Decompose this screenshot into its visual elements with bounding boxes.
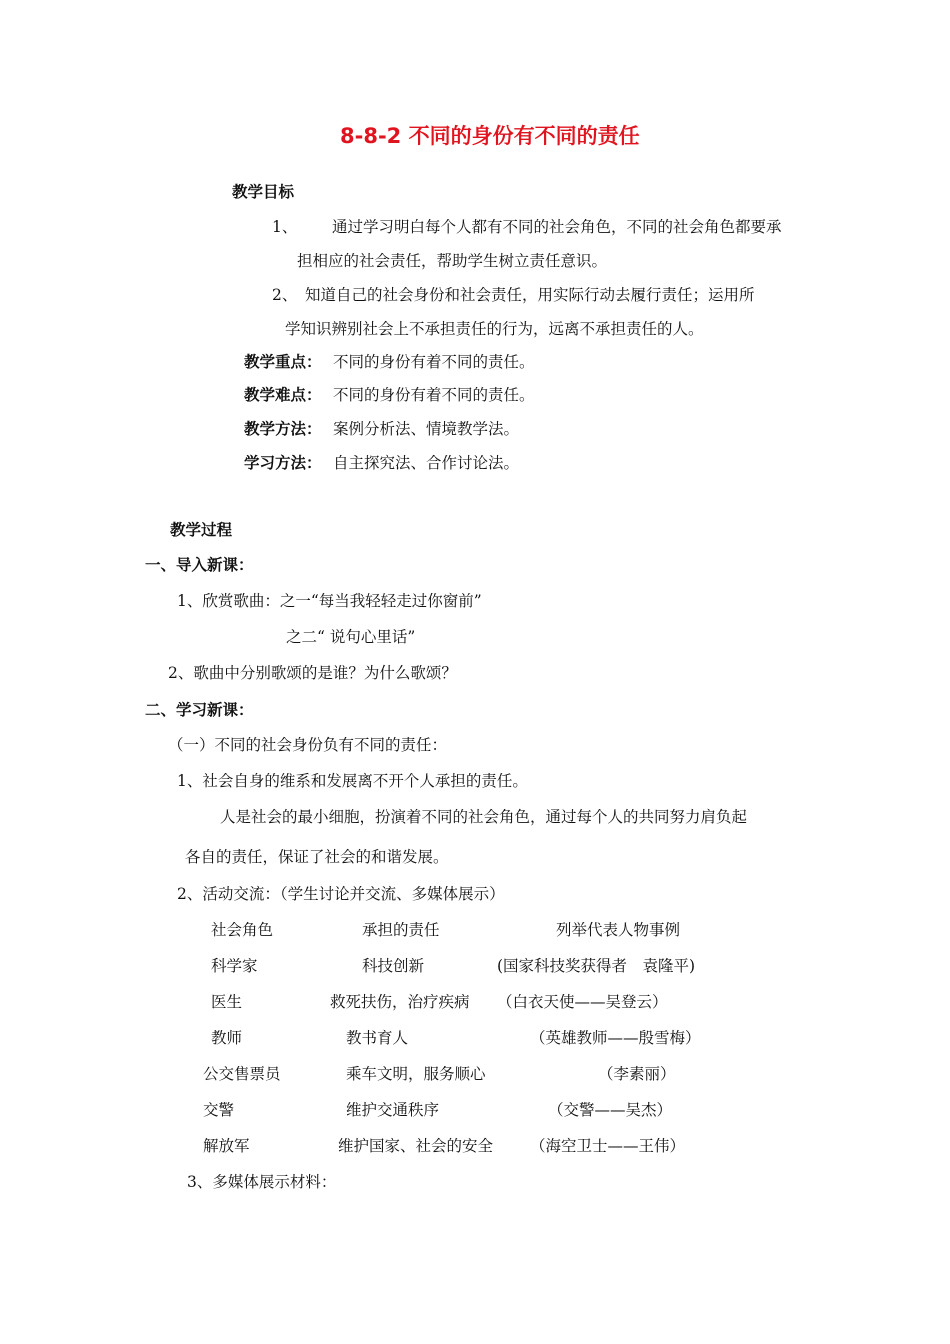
difficulty-label: 教学难点：	[244, 386, 322, 404]
part1-line-3: 2、歌曲中分别歌颂的是谁？为什么歌颂？	[168, 664, 457, 682]
goal-2-number: 2、	[272, 286, 298, 304]
part2-point-1: 1、社会自身的维系和发展离不开个人承担的责任。	[177, 772, 528, 790]
part2-paragraph-line-1: 人是社会的最小细胞，扮演着不同的社会角色，通过每个人的共同努力肩负起	[220, 808, 748, 826]
goal-1-line-1: 通过学习明白每个人都有不同的社会角色，不同的社会角色都要承	[332, 218, 782, 236]
focus-label: 教学重点：	[244, 353, 322, 371]
part2-heading: 二、学习新课：	[145, 701, 254, 719]
table-row-duty: 科技创新	[362, 957, 425, 975]
goals-heading: 教学目标	[232, 183, 295, 201]
table-row-role: 科学家	[211, 957, 258, 975]
table-row-example: （交警——吴杰）	[548, 1101, 673, 1119]
part2-point-3: 3、多媒体展示材料：	[187, 1173, 337, 1191]
table-row-example: （海空卫士——王伟）	[530, 1137, 686, 1155]
part2-point-2: 2、活动交流：（学生讨论并交流、多媒体展示）	[177, 885, 505, 903]
table-header-role: 社会角色	[211, 921, 274, 939]
part2-subheading: （一）不同的社会身份负有不同的责任：	[168, 736, 448, 754]
part1-heading: 一、导入新课：	[145, 556, 254, 574]
method-text: 案例分析法、情境教学法。	[333, 420, 520, 438]
study-label: 学习方法：	[244, 454, 322, 472]
study-text: 自主探究法、合作讨论法。	[333, 454, 520, 472]
table-row-example: （李素丽）	[598, 1065, 676, 1083]
goal-2-line-2: 学知识辨别社会上不承担责任的行为，远离不承担责任的人。	[285, 320, 704, 338]
part2-paragraph-line-2: 各自的责任，保证了社会的和谐发展。	[185, 848, 449, 866]
goal-1-number: 1、	[272, 218, 298, 236]
table-row-duty: 维护交通秩序	[346, 1101, 440, 1119]
table-row-example: (国家科技奖获得者 袁隆平)	[497, 957, 696, 975]
part1-line-1: 1、欣赏歌曲：之一“每当我轻轻走过你窗前”	[177, 592, 482, 610]
table-row-example: （英雄教师——殷雪梅）	[530, 1029, 701, 1047]
table-row-duty: 救死扶伤，治疗疾病	[330, 993, 470, 1011]
table-row-duty: 乘车文明，服务顺心	[346, 1065, 486, 1083]
table-row-role: 公交售票员	[203, 1065, 281, 1083]
table-row-duty: 维护国家、社会的安全	[338, 1137, 494, 1155]
table-row-role: 教师	[211, 1029, 243, 1047]
part1-line-2: 之二“ 说句心里话”	[286, 628, 416, 646]
goal-1-line-2: 担相应的社会责任，帮助学生树立责任意识。	[297, 252, 608, 270]
table-row-duty: 教书育人	[346, 1029, 409, 1047]
method-label: 教学方法：	[244, 420, 322, 438]
table-header-example: 列举代表人物事例	[556, 921, 681, 939]
goal-2-line-1: 知道自己的社会身份和社会责任，用实际行动去履行责任；运用所	[305, 286, 755, 304]
table-row-role: 解放军	[203, 1137, 250, 1155]
table-row-example: （白衣天使——吴登云）	[497, 993, 668, 1011]
page-title: 8-8-2 不同的身份有不同的责任	[340, 124, 640, 148]
process-heading: 教学过程	[170, 521, 233, 539]
difficulty-text: 不同的身份有着不同的责任。	[333, 386, 535, 404]
table-row-role: 医生	[211, 993, 243, 1011]
focus-text: 不同的身份有着不同的责任。	[333, 353, 535, 371]
table-header-duty: 承担的责任	[362, 921, 440, 939]
table-row-role: 交警	[203, 1101, 235, 1119]
